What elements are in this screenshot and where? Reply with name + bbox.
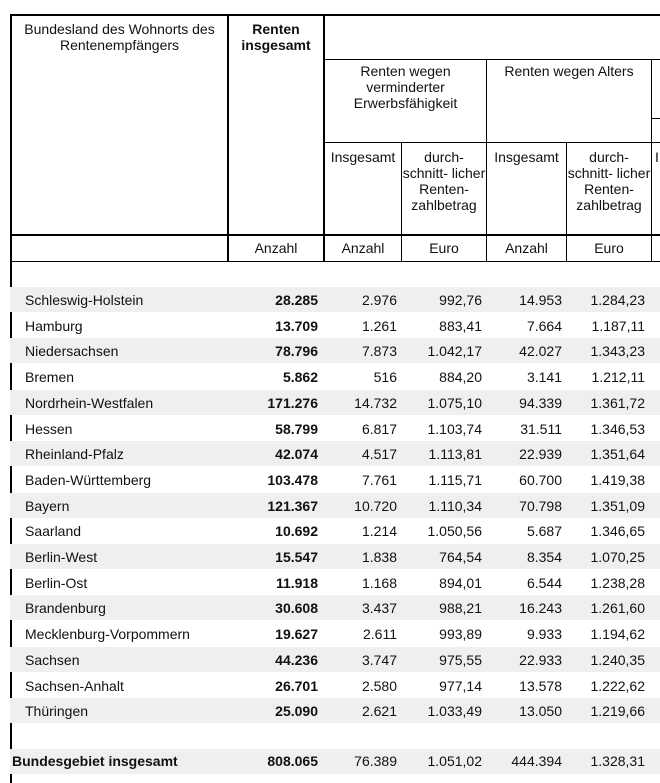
reduced-count-cell: 516 (373, 369, 397, 386)
total-cell: 30.608 (275, 600, 318, 617)
age-count-cell: 13.578 (519, 677, 562, 694)
age-count-cell: 14.953 (519, 292, 562, 308)
age-avg-cell: 1.346,65 (590, 523, 645, 540)
reduced-count-cell: 2.976 (361, 292, 397, 308)
total-cell: 10.692 (275, 523, 318, 540)
state-cell: Thüringen (25, 703, 89, 720)
state-cell: Rheinland-Pfalz (25, 446, 124, 463)
reduced-count-cell: 7.761 (361, 471, 397, 488)
state-cell: Baden-Württemberg (25, 471, 152, 488)
age-avg-cell: 1.361,72 (590, 394, 645, 411)
total-cell: 15.547 (275, 549, 318, 565)
summary-age-count: 444.394 (511, 753, 562, 769)
reduced-count-cell: 6.817 (361, 420, 397, 437)
reduced-count-cell: 2.621 (361, 703, 397, 720)
total-cell: 78.796 (275, 343, 318, 360)
reduced-count-cell: 1.261 (361, 317, 397, 334)
age-avg-cell: 1.240,35 (590, 651, 645, 668)
reduced-avg-subheader: durch- schnitt- licher Renten- zahlbetrag (402, 149, 486, 213)
state-cell: Niedersachsen (25, 343, 119, 360)
age-avg-cell: 1.261,60 (590, 600, 645, 617)
header-bottom-rule (10, 234, 660, 236)
subheader-rule (323, 142, 660, 143)
age-count-cell: 70.798 (519, 497, 562, 514)
reduced-count-cell: 1.838 (361, 549, 397, 565)
age-count-cell: 6.544 (526, 574, 562, 591)
reduced-avg-cell: 975,55 (439, 651, 482, 668)
age-count-cell: 5.687 (526, 523, 562, 540)
age-count-cell: 60.700 (519, 471, 562, 488)
summary-age-avg: 1.328,31 (590, 753, 645, 769)
reduced-count-cell: 14.732 (354, 394, 397, 411)
total-cell: 11.918 (275, 574, 318, 591)
age-total-subheader: Insgesamt (494, 149, 559, 165)
unit-label: Anzahl (254, 240, 298, 256)
table-top-border (10, 14, 660, 16)
state-cell: Bayern (25, 497, 70, 514)
unit-row-rule (10, 261, 660, 262)
age-avg-cell: 1.070,25 (590, 549, 645, 565)
state-cell: Hessen (25, 420, 73, 437)
reduced-avg-cell: 1.075,10 (427, 394, 482, 411)
total-cell: 5.862 (282, 369, 318, 386)
reduced-avg-cell: 992,76 (439, 292, 482, 308)
total-cell: 44.236 (275, 651, 318, 668)
reduced-total-subheader: Insgesamt (330, 149, 396, 165)
age-avg-cell: 1.238,28 (590, 574, 645, 591)
total-cell: 26.701 (275, 677, 318, 694)
age-count-cell: 42.027 (519, 343, 562, 360)
reduced-count-cell: 3.747 (361, 651, 397, 668)
state-cell: Schleswig-Holstein (25, 292, 144, 308)
reduced-avg-cell: 993,89 (439, 626, 482, 643)
region-column-header: Bundesland des Wohnorts des Rentenempfängers (24, 21, 215, 53)
state-cell: Mecklenburg-Vorpommern (25, 626, 190, 643)
old-age-pension-header: Renten wegen Alters (504, 63, 634, 79)
reduced-avg-cell: 764,54 (439, 549, 482, 565)
group-header-rule (651, 118, 660, 119)
reduced-avg-cell: 1.033,49 (427, 703, 482, 720)
age-count-cell: 8.354 (526, 549, 562, 565)
reduced-avg-cell: 1.113,81 (428, 446, 482, 463)
state-cell: Bremen (25, 369, 75, 386)
age-avg-cell: 1.346,53 (590, 420, 645, 437)
age-count-cell: 31.511 (520, 420, 562, 437)
cut-off-subheader: I (655, 149, 659, 165)
age-avg-subheader: durch- schnitt- licher Renten- zahlbetrag (567, 149, 651, 213)
total-cell: 58.799 (275, 420, 318, 437)
age-avg-cell: 1.187,11 (591, 317, 645, 334)
total-cell: 25.090 (275, 703, 318, 720)
reduced-count-cell: 2.580 (361, 677, 397, 694)
reduced-count-cell: 10.720 (354, 497, 397, 514)
reduced-earning-capacity-header: Renten wegen verminderter Erwerbsfähigkeit (353, 63, 458, 111)
total-cell: 103.478 (267, 471, 318, 488)
reduced-count-cell: 3.437 (361, 600, 397, 617)
age-avg-cell: 1.419,38 (590, 471, 645, 488)
state-cell: Nordrhein-Westfalen (25, 394, 154, 411)
total-cell: 28.285 (275, 292, 318, 308)
reduced-count-cell: 4.517 (361, 446, 397, 463)
age-avg-cell: 1.194,62 (590, 626, 645, 643)
reduced-count-cell: 2.611 (363, 626, 397, 643)
reduced-count-cell: 1.214 (361, 523, 397, 540)
reduced-avg-cell: 883,41 (439, 317, 482, 334)
age-count-cell: 13.050 (519, 703, 562, 720)
unit-label: Euro (594, 240, 624, 256)
total-cell: 121.367 (267, 497, 318, 514)
summary-reduced-count: 76.389 (354, 753, 397, 769)
age-avg-cell: 1.219,66 (590, 703, 645, 720)
group-header-rule (323, 59, 660, 60)
state-cell: Brandenburg (25, 600, 106, 617)
total-cell: 42.074 (275, 446, 318, 463)
age-count-cell: 22.933 (519, 651, 562, 668)
column-divider (651, 59, 652, 262)
reduced-avg-cell: 884,20 (439, 369, 482, 386)
age-avg-cell: 1.351,09 (590, 497, 645, 514)
total-cell: 13.709 (275, 317, 318, 334)
age-count-cell: 9.933 (526, 626, 562, 643)
age-count-cell: 22.939 (519, 446, 562, 463)
reduced-avg-cell: 894,01 (439, 574, 482, 591)
total-cell: 19.627 (275, 626, 318, 643)
age-count-cell: 7.664 (526, 317, 562, 334)
age-count-cell: 94.339 (519, 394, 562, 411)
total-column-header: Renten insgesamt (241, 21, 311, 53)
age-avg-cell: 1.212,11 (591, 369, 645, 386)
state-cell: Berlin-West (25, 549, 98, 565)
column-divider (323, 14, 325, 262)
total-cell: 171.276 (267, 394, 318, 411)
reduced-avg-cell: 977,14 (439, 677, 482, 694)
state-cell: Hamburg (25, 317, 83, 334)
age-avg-cell: 1.343,23 (590, 343, 645, 360)
reduced-avg-cell: 1.050,56 (427, 523, 482, 540)
unit-label: Anzahl (505, 240, 548, 256)
age-count-cell: 16.243 (519, 600, 562, 617)
age-avg-cell: 1.284,23 (590, 292, 645, 308)
reduced-avg-cell: 1.115,71 (428, 471, 482, 488)
state-cell: Sachsen (25, 651, 80, 668)
unit-label: Anzahl (341, 240, 385, 256)
reduced-avg-cell: 1.103,74 (427, 420, 482, 437)
unit-label: Euro (429, 240, 459, 256)
state-cell: Sachsen-Anhalt (25, 677, 124, 694)
summary-total: 808.065 (267, 753, 318, 769)
reduced-avg-cell: 988,21 (439, 600, 482, 617)
age-avg-cell: 1.351,64 (590, 446, 645, 463)
state-cell: Berlin-Ost (25, 574, 88, 591)
summary-state: Bundesgebiet insgesamt (12, 753, 178, 769)
age-count-cell: 3.141 (526, 369, 562, 386)
summary-reduced-avg: 1.051,02 (427, 753, 482, 769)
reduced-count-cell: 7.873 (361, 343, 397, 360)
state-cell: Saarland (25, 523, 82, 540)
reduced-avg-cell: 1.042,17 (427, 343, 482, 360)
reduced-avg-cell: 1.110,34 (428, 497, 482, 514)
age-avg-cell: 1.222,62 (590, 677, 645, 694)
reduced-count-cell: 1.168 (361, 574, 397, 591)
